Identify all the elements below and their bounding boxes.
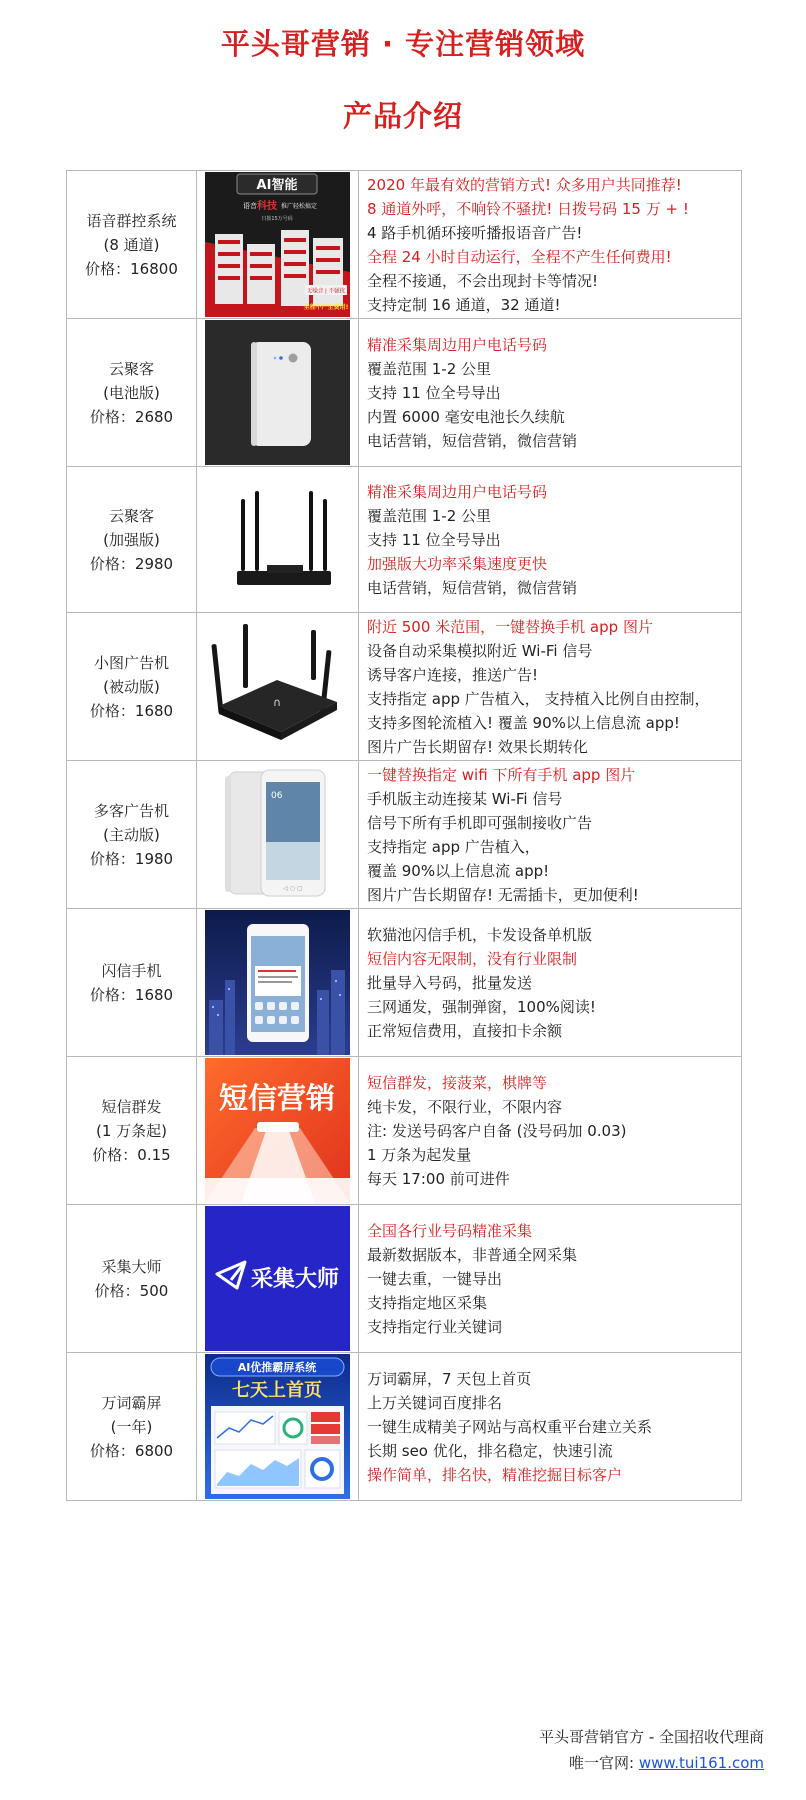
product-name-line: (主动版) xyxy=(103,825,160,844)
product-description-line: 批量导入号码，批量发送 xyxy=(367,973,533,992)
product-image-cell xyxy=(197,467,359,613)
product-name-line: (电池版) xyxy=(103,383,160,402)
footer-website xyxy=(569,1752,764,1773)
product-description-cell xyxy=(359,319,742,467)
product-name-cell xyxy=(67,1205,197,1353)
product-name-line: 采集大师 xyxy=(101,1257,162,1276)
product-name-cell xyxy=(67,171,197,319)
poster-daily-text: 日拨15万号码 xyxy=(261,216,293,222)
product-description-cell xyxy=(359,467,742,613)
product-description-line: 三网通发，强制弹窗，100%阅读! xyxy=(367,997,596,1016)
footer-agency-text: 平头哥营销官方 - 全国招收代理商 xyxy=(539,1728,764,1746)
product-image xyxy=(205,320,350,465)
product-price: 价格：2680 xyxy=(89,407,174,426)
product-name-line: 短信群发 xyxy=(101,1097,162,1116)
product-description-line: 支持指定行业关键词 xyxy=(367,1317,503,1336)
product-description-line: 一键替换指定 wifi 下所有手机 app 图片 xyxy=(367,765,636,784)
product-image xyxy=(205,172,350,317)
product-description-line: 1 万条为起发量 xyxy=(367,1145,472,1164)
product-name-line: 云聚客 xyxy=(108,359,154,378)
product-row xyxy=(67,319,742,467)
product-name-line: (一年) xyxy=(110,1417,153,1436)
product-description-line: 支持多图轮流植入! 覆盖 90%以上信息流 app! xyxy=(367,713,680,732)
poster-ai-text: AI智能 xyxy=(256,178,298,193)
product-description-cell xyxy=(359,171,742,319)
poster-voice-text: 语音 xyxy=(243,202,257,210)
product-description-line: 短信群发，接菠菜，棋牌等 xyxy=(367,1073,548,1092)
product-description-line: 万词霸屏，7 天包上首页 xyxy=(367,1369,532,1388)
page-subtitle: 产品介绍 xyxy=(342,99,463,133)
product-price: 价格：2980 xyxy=(89,554,174,573)
product-description-line: 精准采集周边用户电话号码 xyxy=(367,335,548,354)
product-description-line: 附近 500 米范围，一键替换手机 app 图片 xyxy=(367,617,653,636)
product-name-line: 小图广告机 xyxy=(93,653,169,672)
product-description-line: 上万关键词百度排名 xyxy=(367,1393,503,1412)
product-price: 价格：500 xyxy=(94,1281,169,1300)
product-description-line: 全国各行业号码精准采集 xyxy=(367,1221,533,1240)
product-description-line: 信号下所有手机即可强制接收广告 xyxy=(367,813,593,832)
product-description-line: 全程不接通，不会出现封卡等情况! xyxy=(367,271,599,290)
product-image xyxy=(205,1058,350,1203)
product-name-cell xyxy=(67,909,197,1057)
product-description-line: 支持指定 app 广告植入， 支持植入比例自由控制， xyxy=(367,689,710,708)
product-description-line: 短信内容无限制，没有行业限制 xyxy=(367,949,578,968)
product-price: 价格：1680 xyxy=(89,985,174,1004)
product-description-line: 一键去重，一键导出 xyxy=(367,1269,503,1288)
product-description-line: 支持定制 16 通道，32 通道! xyxy=(367,295,561,314)
product-description-line: 支持指定 app 广告植入， xyxy=(367,837,540,856)
product-description-line: 一键生成精美子网站与高权重平台建立关系 xyxy=(367,1417,653,1436)
product-image-cell xyxy=(197,1205,359,1353)
product-description-line: 设备自动采集模拟附近 Wi-Fi 信号 xyxy=(367,641,593,660)
product-description-line: 支持指定地区采集 xyxy=(367,1293,488,1312)
product-name-line: 闪信手机 xyxy=(101,961,162,980)
product-row xyxy=(67,467,742,613)
svg-text:∩: ∩ xyxy=(272,696,282,709)
product-price: 价格：6800 xyxy=(89,1441,174,1460)
product-name-line: (被动版) xyxy=(103,677,160,696)
product-description-line: 长期 seo 优化，排名稳定，快速引流 xyxy=(367,1441,613,1460)
product-image-cell xyxy=(197,613,359,761)
product-description-cell xyxy=(359,909,742,1057)
product-image xyxy=(205,1206,350,1351)
product-image-cell xyxy=(197,909,359,1057)
product-price: 价格：0.15 xyxy=(92,1145,171,1164)
product-description-line: 加强版大功率采集速度更快 xyxy=(367,554,548,573)
poster-seo-title: AI优推霸屏系统 xyxy=(237,1361,317,1374)
product-image xyxy=(205,762,350,907)
product-row xyxy=(67,1353,742,1501)
product-image xyxy=(205,467,350,612)
product-description-line: 覆盖范围 1-2 公里 xyxy=(367,506,492,525)
page-title: 平头哥营销 · 专注营销领域 xyxy=(220,27,586,61)
svg-text:06: 06 xyxy=(271,791,283,801)
product-description-line: 电话营销，短信营销，微信营销 xyxy=(367,431,578,450)
product-row xyxy=(67,613,742,761)
poster-tech-text: 科技 xyxy=(257,201,277,212)
product-name-line: 多客广告机 xyxy=(93,801,169,820)
product-row xyxy=(67,909,742,1057)
product-row xyxy=(67,1057,742,1205)
product-name-line: (1 万条起) xyxy=(95,1121,168,1140)
product-price: 价格：16800 xyxy=(85,259,178,278)
product-row xyxy=(67,1205,742,1353)
poster-badge-text: 无噪音 | 不骚扰 xyxy=(306,288,346,295)
product-price: 价格：1980 xyxy=(89,849,174,868)
product-description-line: 支持 11 位全号导出 xyxy=(367,383,501,402)
product-image-cell xyxy=(197,1353,359,1501)
product-description-line: 覆盖 90%以上信息流 app! xyxy=(367,861,550,880)
product-description-cell xyxy=(359,1057,742,1205)
product-image xyxy=(205,614,350,759)
product-name-cell xyxy=(67,761,197,909)
product-description-line: 覆盖范围 1-2 公里 xyxy=(367,359,492,378)
product-description-line: 内置 6000 毫安电池长久续航 xyxy=(367,407,565,426)
product-description-line: 支持 11 位全号导出 xyxy=(367,530,501,549)
product-name-line: (加强版) xyxy=(103,530,160,549)
product-description-line: 图片广告长期留存! 无需插卡，更加便利! xyxy=(367,885,639,904)
product-description-line: 4 路手机循环接听播报语音广告! xyxy=(367,223,583,242)
product-description-cell xyxy=(359,1353,742,1501)
product-description-line: 最新数据版本，非普通全网采集 xyxy=(367,1245,578,1264)
poster-promo-text: 推广轻松搞定 xyxy=(281,203,318,210)
product-description-cell xyxy=(359,1205,742,1353)
product-image xyxy=(205,910,350,1055)
product-description-line: 精准采集周边用户电话号码 xyxy=(367,482,548,501)
product-description-line: 诱导客户连接，推送广告! xyxy=(367,665,539,684)
product-description-line: 每天 17:00 前可进件 xyxy=(367,1169,510,1188)
product-image-cell xyxy=(197,761,359,909)
product-row xyxy=(67,171,742,319)
product-image xyxy=(205,1354,350,1499)
product-price: 价格：1680 xyxy=(89,701,174,720)
poster-free-text: 全程不产生费用! xyxy=(303,304,349,311)
product-name-line: 语音群控系统 xyxy=(86,211,177,230)
product-description-line: 2020 年最有效的营销方式! 众多用户共同推荐! xyxy=(367,175,682,194)
banner-sms-text: 短信营销 xyxy=(218,1081,336,1115)
website-link[interactable]: www.tui161.com xyxy=(638,1754,764,1772)
product-row xyxy=(67,761,742,909)
product-image-cell xyxy=(197,319,359,467)
product-description-line: 操作简单，排名快，精准挖掘目标客户 xyxy=(367,1465,623,1484)
product-image-cell xyxy=(197,171,359,319)
product-description-line: 全程 24 小时自动运行，全程不产生任何费用! xyxy=(367,247,672,266)
product-name-cell xyxy=(67,1353,197,1501)
product-description-cell xyxy=(359,613,742,761)
product-description-line: 图片广告长期留存! 效果长期转化 xyxy=(367,737,588,756)
product-table xyxy=(66,170,742,1501)
product-description-line: 纯卡发，不限行业，不限内容 xyxy=(367,1097,563,1116)
product-name-cell xyxy=(67,319,197,467)
product-name-line: (8 通道) xyxy=(103,235,160,254)
product-description-cell xyxy=(359,761,742,909)
product-description-line: 注: 发送号码客户自备 (没号码加 0.03) xyxy=(367,1121,627,1140)
product-description-line: 软猫池闪信手机，卡发设备单机版 xyxy=(367,925,593,944)
product-image-cell xyxy=(197,1057,359,1205)
product-name-cell xyxy=(67,467,197,613)
logo-collector-text: 采集大师 xyxy=(250,1267,340,1292)
poster-seo-slogan: 七天上首页 xyxy=(232,1380,322,1401)
svg-text:◁ ○ ▢: ◁ ○ ▢ xyxy=(283,885,303,892)
product-name-line: 万词霸屏 xyxy=(101,1393,162,1412)
product-description-line: 正常短信费用，直接扣卡余额 xyxy=(367,1021,563,1040)
footer-website-label: 唯一官网: xyxy=(568,1754,639,1772)
product-name-line: 云聚客 xyxy=(108,506,154,525)
product-description-line: 手机版主动连接某 Wi-Fi 信号 xyxy=(367,789,563,808)
product-description-line: 8 通道外呼，不响铃不骚扰! 日拨号码 15 万 + ! xyxy=(367,199,689,218)
product-name-cell xyxy=(67,613,197,761)
product-description-line: 电话营销，短信营销，微信营销 xyxy=(367,578,578,597)
product-name-cell xyxy=(67,1057,197,1205)
